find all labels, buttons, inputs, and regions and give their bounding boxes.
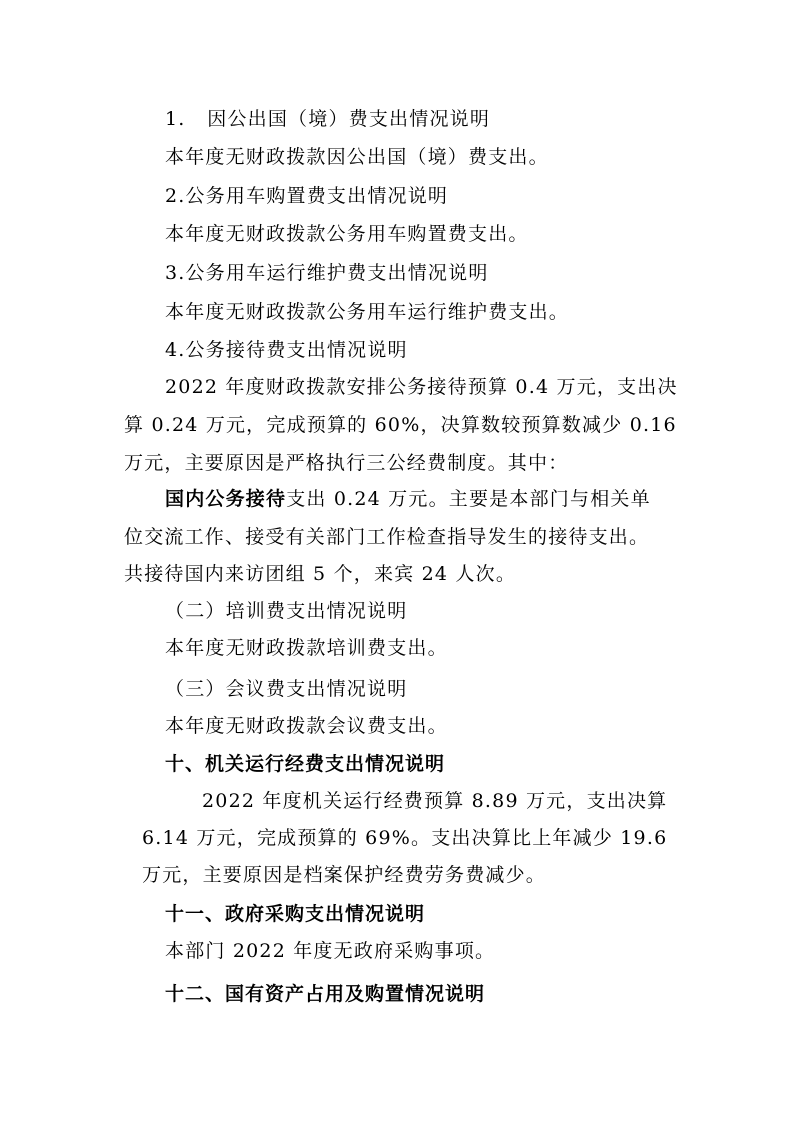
- meeting-body: 本年度无财政拨款会议费支出。: [165, 715, 448, 737]
- section-4-paragraph-2-line-2: 位交流工作、接受有关部门工作检查指导发生的接待支出。: [124, 526, 650, 548]
- section-ten-line-3: 万元，主要原因是档案保护经费劳务费减少。: [142, 864, 547, 886]
- section-eleven-body: 本部门 2022 年度无政府采购事项。: [165, 940, 496, 962]
- meeting-title: （三）会议费支出情况说明: [165, 678, 408, 700]
- training-title: （二）培训费支出情况说明: [165, 600, 408, 622]
- section-ten-line-1: 2022 年度机关运行经费预算 8.89 万元，支出决算: [202, 790, 668, 812]
- section-1-title: 1. 因公出国（境）费支出情况说明: [165, 108, 491, 130]
- section-4-paragraph-2-line-1: [165, 487, 651, 511]
- section-4-title: 4.公务接待费支出情况说明: [165, 339, 408, 361]
- section-3-title: 3.公务用车运行维护费支出情况说明: [165, 262, 489, 284]
- domestic-reception-label: 国内公务接待: [165, 488, 287, 510]
- section-4-paragraph-1-line-1: 2022 年度财政拨款安排公务接待预算 0.4 万元，支出决: [165, 376, 678, 398]
- section-2-title: 2.公务用车购置费支出情况说明: [165, 185, 449, 207]
- section-3-body: 本年度无财政拨款公务用车运行维护费支出。: [165, 301, 570, 323]
- section-4-paragraph-1-line-3: 万元，主要原因是严格执行三公经费制度。其中：: [124, 452, 569, 474]
- domestic-reception-text: 支出 0.24 万元。主要是本部门与相关单: [286, 488, 651, 510]
- section-ten-title: 十、机关运行经费支出情况说明: [165, 753, 446, 775]
- section-eleven-title: 十一、政府采购支出情况说明: [165, 903, 426, 925]
- section-4-paragraph-2-line-3: 共接待国内来访团组 5 个，来宾 24 人次。: [124, 563, 517, 585]
- section-4-paragraph-1-line-2: 算 0.24 万元，完成预算的 60%，决算数较预算数减少 0.16: [124, 414, 677, 436]
- section-2-body: 本年度无财政拨款公务用车购置费支出。: [165, 223, 529, 245]
- training-body: 本年度无财政拨款培训费支出。: [165, 637, 448, 659]
- section-1-body: 本年度无财政拨款因公出国（境）费支出。: [165, 146, 549, 168]
- section-twelve-title: 十二、国有资产占用及购置情况说明: [165, 983, 486, 1005]
- section-ten-line-2: 6.14 万元，完成预算的 69%。支出决算比上年减少 19.6: [142, 827, 668, 849]
